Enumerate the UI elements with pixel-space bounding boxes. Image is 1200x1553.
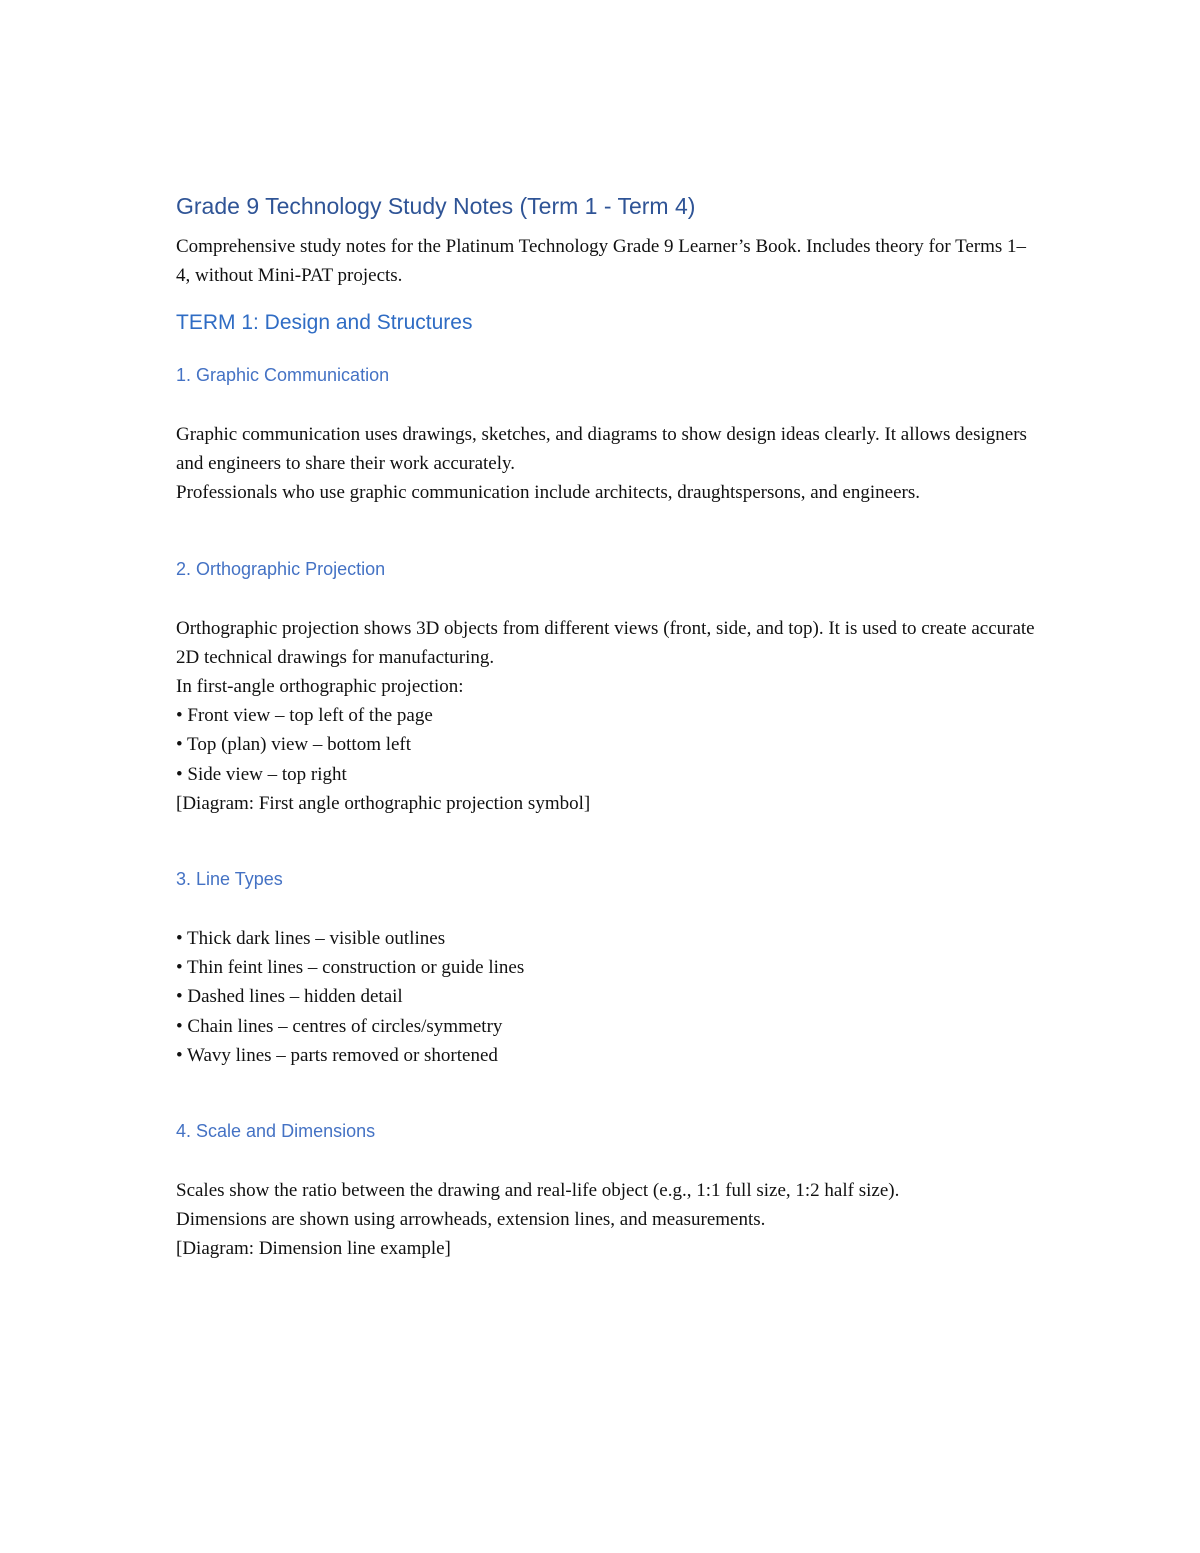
section-line-types-body: [176, 924, 1036, 1070]
body-line: Scales show the ratio between the drawing and real-life object (e.g., 1:1 full size, 1:2 half size).: [176, 1180, 900, 1202]
bullet-item: • Wavy lines – parts removed or shortened: [176, 1044, 498, 1066]
section-orthographic-projection-body: [176, 614, 1036, 818]
bullet-item: • Thick dark lines – visible outlines: [176, 928, 446, 950]
body-line: Professionals who use graphic communication include architects, draughtspersons, and engineers.: [176, 482, 920, 504]
diagram-placeholder: [Diagram: Dimension line example]: [176, 1238, 451, 1260]
document-page: [176, 190, 1036, 1312]
section-scale-dimensions-body: [176, 1176, 1036, 1264]
section-scale-dimensions-heading: 4. Scale and Dimensions: [176, 1121, 376, 1142]
section-orthographic-projection-heading: 2. Orthographic Projection: [176, 558, 386, 579]
bullet-item: • Chain lines – centres of circles/symmetry: [176, 1015, 503, 1037]
section-line-types-heading: 3. Line Types: [176, 869, 283, 890]
bullet-item: • Side view – top right: [176, 763, 347, 785]
body-line: Dimensions are shown using arrowheads, extension lines, and measurements.: [176, 1209, 766, 1231]
section-graphic-communication-heading: 1. Graphic Communication: [176, 365, 390, 385]
body-line: Graphic communication uses drawings, sketches, and diagrams to show design ideas clearly. It allows designers and engineers to share their work accurately.: [176, 424, 1027, 475]
bullet-item: • Dashed lines – hidden detail: [176, 986, 403, 1008]
document-intro: Comprehensive study notes for the Platinum Technology Grade 9 Learner’s Book. Includes theory for Terms 1–4, without Mini-PAT projects.: [176, 236, 1027, 286]
bullet-item: • Top (plan) view – bottom left: [176, 734, 412, 756]
diagram-placeholder: [Diagram: First angle orthographic projection symbol]: [176, 792, 591, 814]
document-title: Grade 9 Technology Study Notes (Term 1 - Term 4): [176, 193, 696, 219]
section-graphic-communication-body: [176, 420, 1036, 508]
body-line: In first-angle orthographic projection:: [176, 676, 464, 698]
bullet-item: • Thin feint lines – construction or guide lines: [176, 957, 525, 979]
term-1-heading: TERM 1: Design and Structures: [176, 311, 473, 334]
bullet-item: • Front view – top left of the page: [176, 705, 433, 727]
body-line: Orthographic projection shows 3D objects from different views (front, side, and top). It is used to create accurate 2D technical drawings for manufacturing.: [176, 617, 1035, 668]
